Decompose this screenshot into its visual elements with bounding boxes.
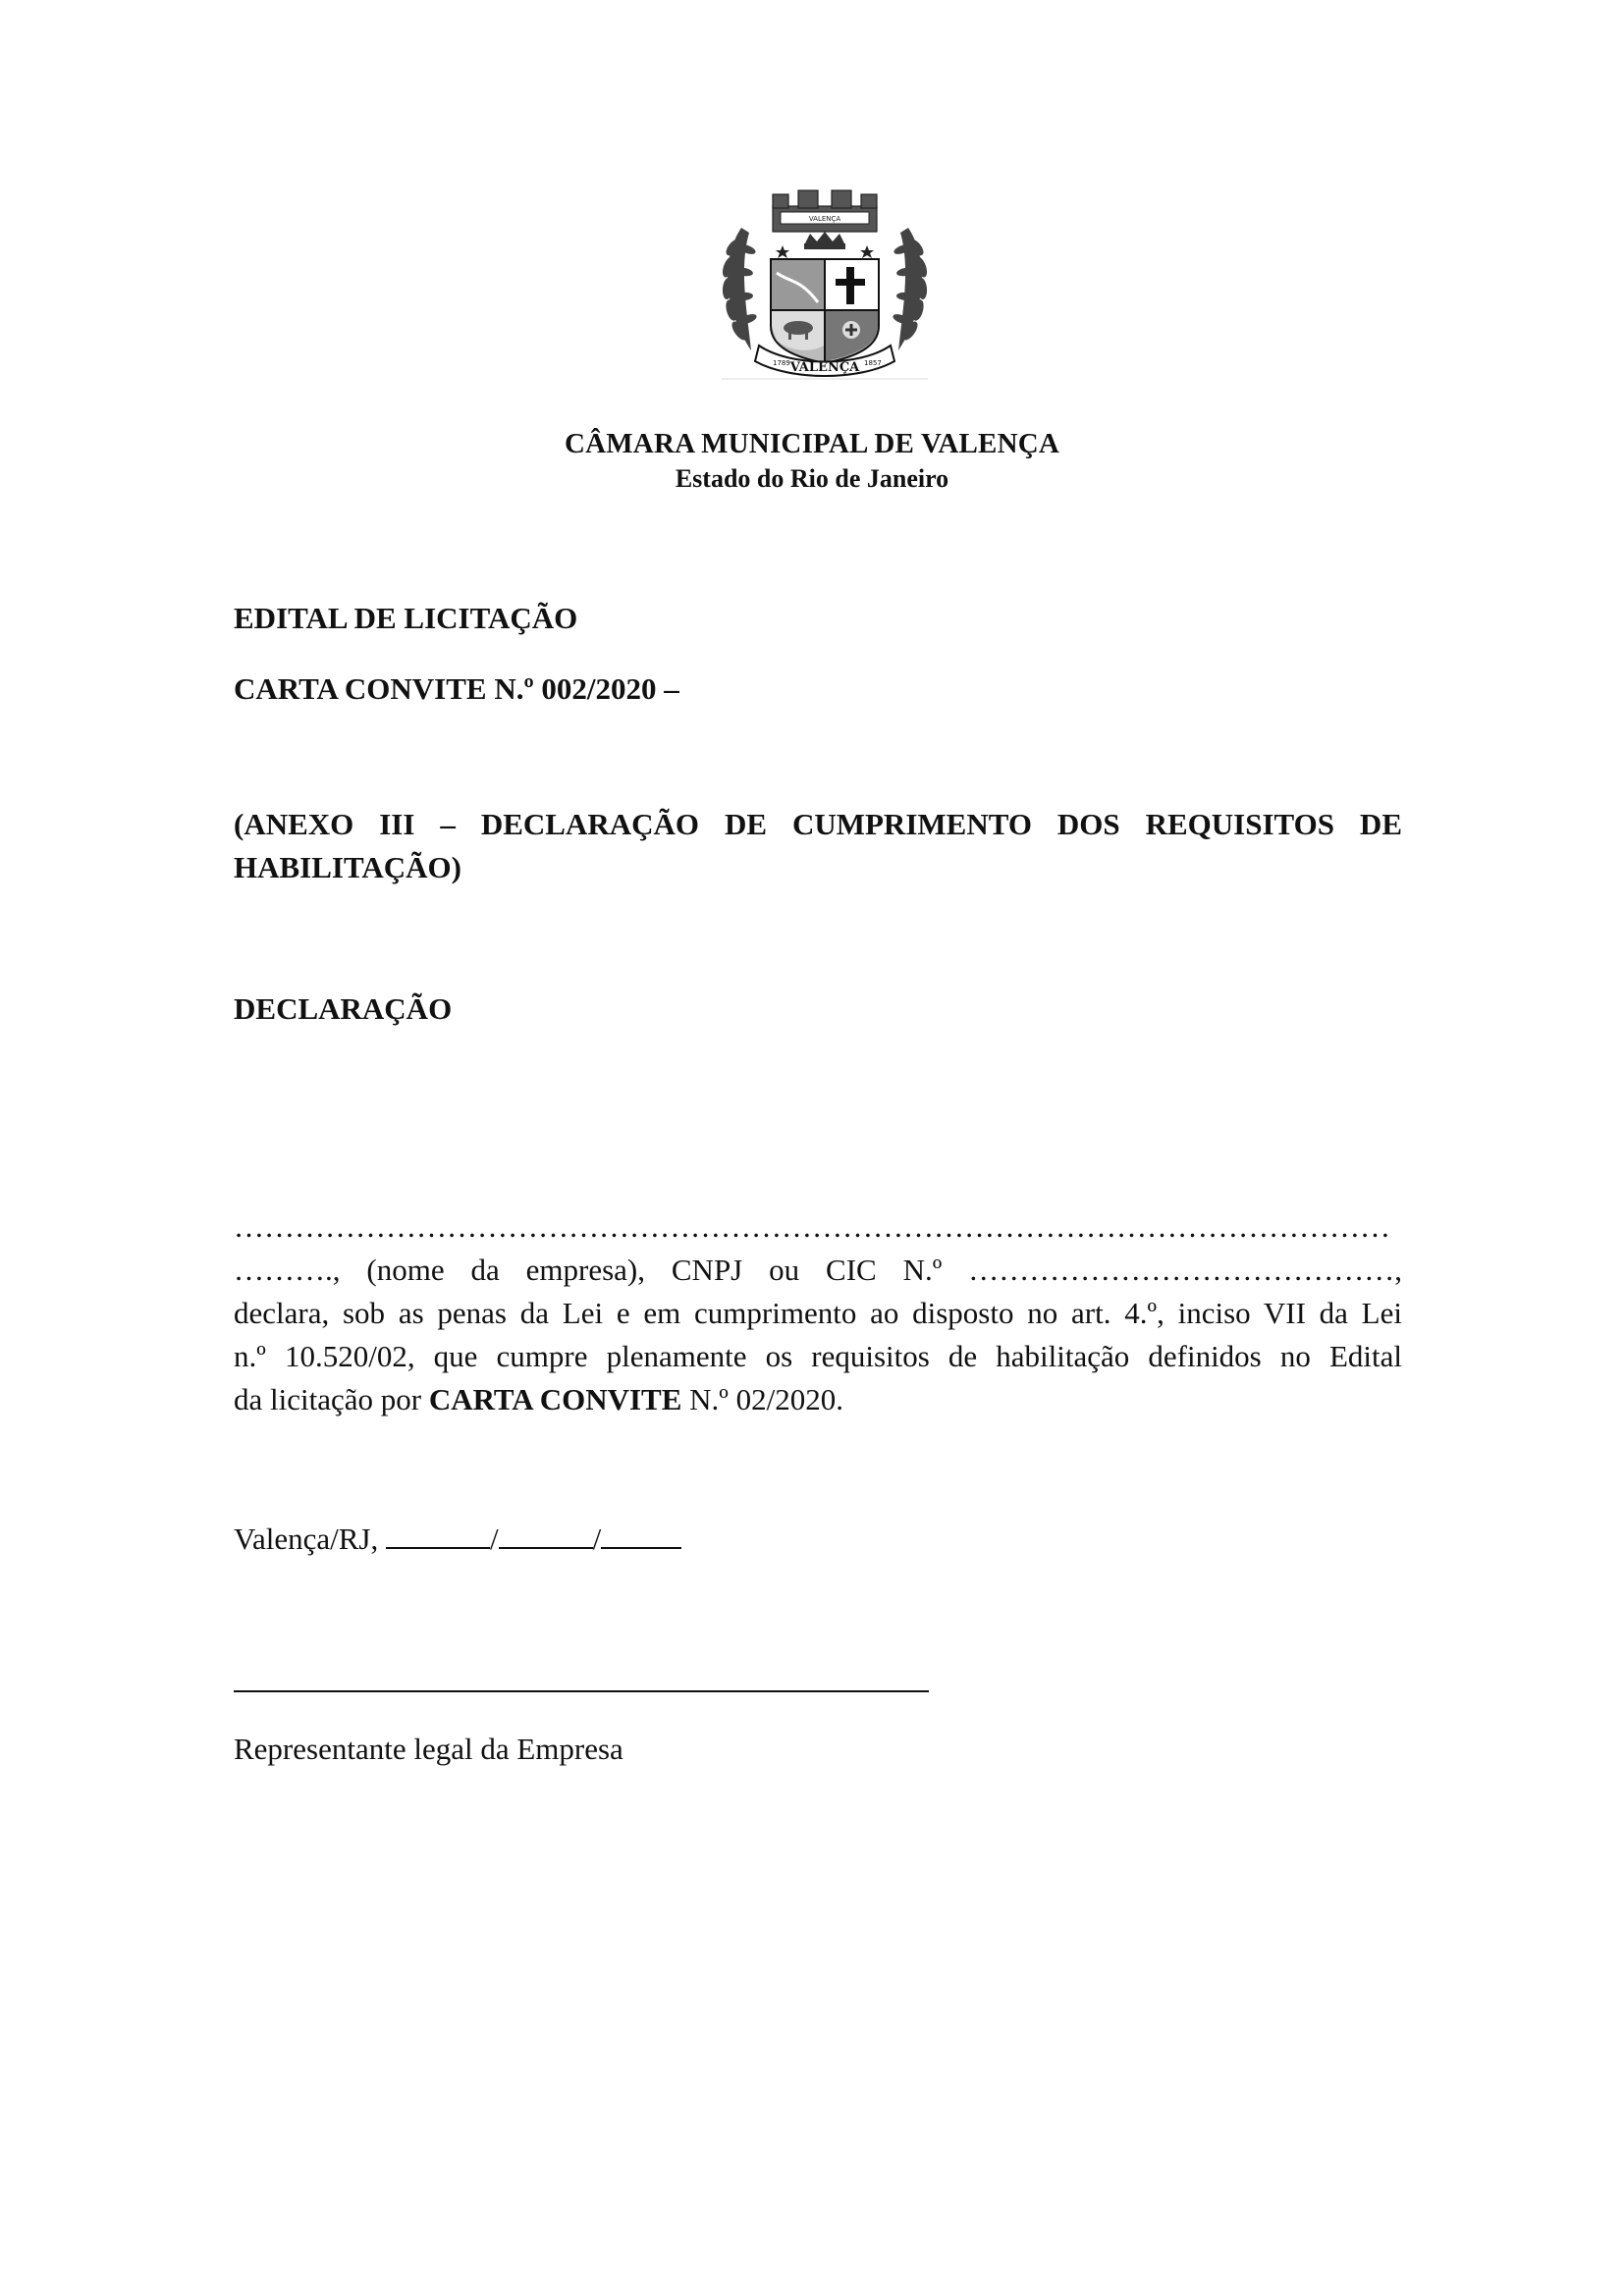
edital-title: EDITAL DE LICITAÇÃO	[234, 601, 578, 635]
declaration-line-4: n.º 10.520/02, que cumpre plenamente os requisitos de habilitação definidos no Edital	[234, 1339, 1402, 1373]
declaration-line-5-bold: CARTA CONVITE	[428, 1382, 682, 1416]
seal-banner-text: VALENÇA	[789, 360, 860, 375]
signature-label: Representante legal da Empresa	[234, 1732, 623, 1766]
declaration-line-3: declara, sob as penas da Lei e em cumprimento ao disposto no art. 4.º, inciso VII da Lei	[234, 1296, 1402, 1330]
date-day-blank[interactable]	[386, 1518, 490, 1549]
coat-of-arms-logo	[712, 188, 938, 380]
date-line	[234, 1518, 681, 1561]
date-month-blank[interactable]	[499, 1518, 593, 1549]
seal-year-right: 1857	[864, 359, 882, 367]
date-place: Valença/RJ,	[234, 1522, 379, 1556]
declaration-heading: DECLARAÇÃO	[234, 991, 453, 1026]
declaration-line-5-post: N.º 02/2020.	[681, 1382, 844, 1416]
declaration-line-5	[234, 1378, 1402, 1421]
declaration-body	[234, 1205, 1402, 1421]
document-header	[0, 426, 1624, 497]
company-name-blank: ……………………………………………………………………………………………………	[234, 1209, 1390, 1244]
svg-text:VALENÇA: VALENÇA	[808, 215, 841, 223]
state-name: Estado do Rio de Janeiro	[675, 464, 949, 493]
carta-convite-title: CARTA CONVITE N.º 002/2020 –	[234, 671, 679, 706]
annex-title: (ANEXO III – DECLARAÇÃO DE CUMPRIMENTO DOS REQUISITOS DE HABILITAÇÃO)	[234, 807, 1402, 884]
declaration-line-5-pre: da licitação por	[234, 1382, 429, 1416]
institution-name: CÂMARA MUNICIPAL DE VALENÇA	[564, 428, 1060, 459]
date-separator-2: /	[592, 1522, 602, 1556]
declaration-line-2: ………., (nome da empresa), CNPJ ou CIC N.º ……………………………………,	[234, 1253, 1402, 1287]
signature-line[interactable]	[234, 1690, 929, 1692]
date-separator-1: /	[489, 1522, 499, 1556]
date-year-blank[interactable]	[601, 1518, 681, 1549]
seal-year-left: 1789	[773, 359, 790, 367]
